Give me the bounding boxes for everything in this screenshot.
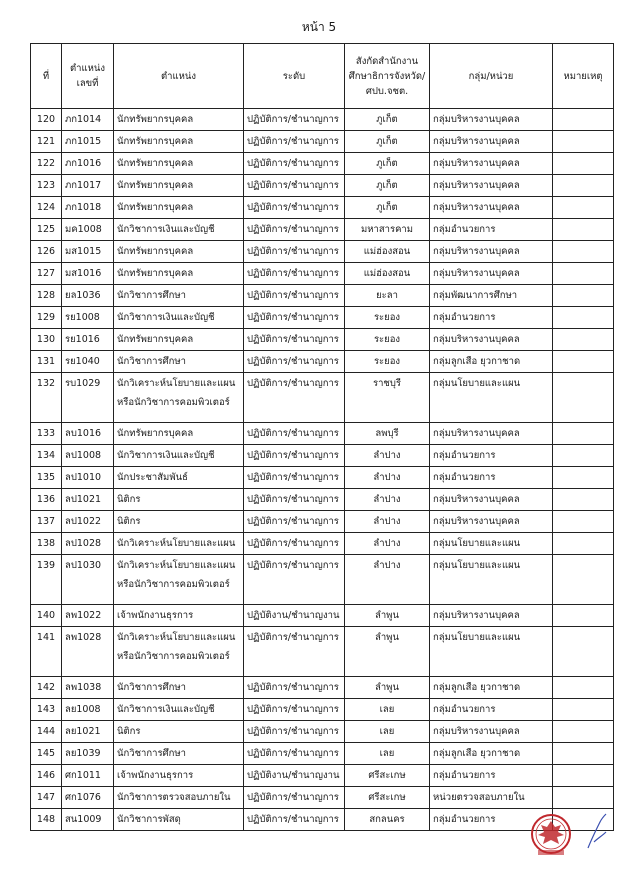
cell-note bbox=[553, 555, 614, 605]
cell-no: 126 bbox=[31, 241, 62, 263]
cell-no: 144 bbox=[31, 721, 62, 743]
cell-level: ปฏิบัติการ/ชำนาญการ bbox=[244, 489, 345, 511]
cell-note bbox=[553, 197, 614, 219]
cell-title bbox=[114, 445, 244, 467]
cell-office: มหาสารคาม bbox=[345, 219, 430, 241]
table-row bbox=[31, 445, 614, 467]
cell-note bbox=[553, 467, 614, 489]
cell-title bbox=[114, 131, 244, 153]
cell-no: 131 bbox=[31, 351, 62, 373]
cell-code: ลพ1038 bbox=[62, 677, 114, 699]
cell-level: ปฏิบัติการ/ชำนาญการ bbox=[244, 219, 345, 241]
cell-no: 127 bbox=[31, 263, 62, 285]
cell-no: 141 bbox=[31, 627, 62, 677]
cell-level: ปฏิบัติการ/ชำนาญการ bbox=[244, 373, 345, 423]
cell-office: ศรีสะเกษ bbox=[345, 765, 430, 787]
table-row bbox=[31, 285, 614, 307]
cell-no: 135 bbox=[31, 467, 62, 489]
cell-level: ปฏิบัติการ/ชำนาญการ bbox=[244, 743, 345, 765]
cell-title bbox=[114, 373, 244, 423]
cell-code: ลบ1016 bbox=[62, 423, 114, 445]
cell-office: ลำปาง bbox=[345, 445, 430, 467]
cell-group: กลุ่มบริหารงานบุคคล bbox=[430, 329, 553, 351]
table-row bbox=[31, 721, 614, 743]
cell-note bbox=[553, 131, 614, 153]
cell-no: 121 bbox=[31, 131, 62, 153]
cell-title bbox=[114, 787, 244, 809]
cell-code: ลป1021 bbox=[62, 489, 114, 511]
cell-code: ลป1022 bbox=[62, 511, 114, 533]
cell-note bbox=[553, 445, 614, 467]
cell-level: ปฏิบัติการ/ชำนาญการ bbox=[244, 329, 345, 351]
cell-no: 139 bbox=[31, 555, 62, 605]
cell-code: มค1008 bbox=[62, 219, 114, 241]
cell-title bbox=[114, 511, 244, 533]
cell-code: ลพ1022 bbox=[62, 605, 114, 627]
cell-note bbox=[553, 721, 614, 743]
cell-group: กลุ่มนโยบายและแผน bbox=[430, 555, 553, 605]
table-row bbox=[31, 307, 614, 329]
cell-title-line1: นิติกร bbox=[117, 516, 141, 527]
cell-office: ลำปาง bbox=[345, 511, 430, 533]
cell-title-line1: นักทรัพยากรบุคคล bbox=[117, 268, 194, 279]
cell-code: รย1040 bbox=[62, 351, 114, 373]
table-row bbox=[31, 467, 614, 489]
header-note: หมายเหตุ bbox=[553, 44, 614, 109]
cell-group: กลุ่มบริหารงานบุคคล bbox=[430, 197, 553, 219]
cell-group: กลุ่มบริหารงานบุคคล bbox=[430, 153, 553, 175]
table-row bbox=[31, 219, 614, 241]
cell-note bbox=[553, 175, 614, 197]
cell-level: ปฏิบัติการ/ชำนาญการ bbox=[244, 307, 345, 329]
position-table bbox=[30, 43, 614, 831]
cell-level: ปฏิบัติการ/ชำนาญการ bbox=[244, 109, 345, 131]
cell-note bbox=[553, 373, 614, 423]
cell-office: เลย bbox=[345, 721, 430, 743]
table-row bbox=[31, 197, 614, 219]
cell-level: ปฏิบัติการ/ชำนาญการ bbox=[244, 351, 345, 373]
cell-office: ลำพูน bbox=[345, 605, 430, 627]
cell-level: ปฏิบัติการ/ชำนาญการ bbox=[244, 721, 345, 743]
cell-title bbox=[114, 699, 244, 721]
cell-note bbox=[553, 533, 614, 555]
table-row bbox=[31, 809, 614, 831]
cell-title bbox=[114, 285, 244, 307]
table-row bbox=[31, 699, 614, 721]
cell-note bbox=[553, 351, 614, 373]
cell-title bbox=[114, 351, 244, 373]
table-row bbox=[31, 765, 614, 787]
cell-office: ภูเก็ต bbox=[345, 131, 430, 153]
cell-level: ปฏิบัติการ/ชำนาญการ bbox=[244, 197, 345, 219]
cell-office: สกลนคร bbox=[345, 809, 430, 831]
cell-no: 137 bbox=[31, 511, 62, 533]
cell-group: กลุ่มอำนวยการ bbox=[430, 219, 553, 241]
cell-code: ลป1030 bbox=[62, 555, 114, 605]
cell-group: กลุ่มบริหารงานบุคคล bbox=[430, 489, 553, 511]
table-header-row bbox=[31, 44, 614, 109]
cell-title-line1: นักวิชาการศึกษา bbox=[117, 356, 186, 367]
cell-title-line1: เจ้าพนักงานธุรการ bbox=[117, 770, 194, 781]
cell-code: ลย1008 bbox=[62, 699, 114, 721]
cell-note bbox=[553, 329, 614, 351]
cell-title-line1: นักวิเคราะห์นโยบายและแผน bbox=[117, 560, 236, 571]
cell-group: กลุ่มบริหารงานบุคคล bbox=[430, 109, 553, 131]
cell-title bbox=[114, 555, 244, 605]
cell-note bbox=[553, 109, 614, 131]
table-row bbox=[31, 153, 614, 175]
cell-title-line1: นักวิชาการเงินและบัญชี bbox=[117, 704, 215, 715]
cell-code: ศก1076 bbox=[62, 787, 114, 809]
header-no: ที่ bbox=[31, 44, 62, 109]
cell-code: มส1015 bbox=[62, 241, 114, 263]
cell-note bbox=[553, 241, 614, 263]
cell-title bbox=[114, 467, 244, 489]
cell-group: กลุ่มพัฒนาการศึกษา bbox=[430, 285, 553, 307]
cell-title-line1: เจ้าพนักงานธุรการ bbox=[117, 610, 194, 621]
cell-title bbox=[114, 219, 244, 241]
cell-code: ลย1039 bbox=[62, 743, 114, 765]
cell-level: ปฏิบัติการ/ชำนาญการ bbox=[244, 511, 345, 533]
cell-group: กลุ่มอำนวยการ bbox=[430, 467, 553, 489]
cell-office: ภูเก็ต bbox=[345, 153, 430, 175]
cell-title bbox=[114, 329, 244, 351]
cell-note bbox=[553, 263, 614, 285]
cell-office: ภูเก็ต bbox=[345, 197, 430, 219]
table-row bbox=[31, 677, 614, 699]
cell-title bbox=[114, 605, 244, 627]
cell-level: ปฏิบัติการ/ชำนาญการ bbox=[244, 423, 345, 445]
cell-code: สน1009 bbox=[62, 809, 114, 831]
cell-group: กลุ่มอำนวยการ bbox=[430, 307, 553, 329]
cell-code: ศก1011 bbox=[62, 765, 114, 787]
cell-title bbox=[114, 627, 244, 677]
cell-title-line1: นักทรัพยากรบุคคล bbox=[117, 158, 194, 169]
cell-code: รย1008 bbox=[62, 307, 114, 329]
cell-level: ปฏิบัติการ/ชำนาญการ bbox=[244, 131, 345, 153]
cell-note bbox=[553, 605, 614, 627]
cell-no: 148 bbox=[31, 809, 62, 831]
table-row bbox=[31, 605, 614, 627]
signature-mark bbox=[584, 808, 610, 854]
header-level: ระดับ bbox=[244, 44, 345, 109]
cell-code: ลพ1028 bbox=[62, 627, 114, 677]
header-title: ตำแหน่ง bbox=[114, 44, 244, 109]
cell-code: ภก1017 bbox=[62, 175, 114, 197]
cell-title-line1: นักทรัพยากรบุคคล bbox=[117, 136, 194, 147]
cell-office: ภูเก็ต bbox=[345, 109, 430, 131]
cell-code: รย1016 bbox=[62, 329, 114, 351]
cell-note bbox=[553, 307, 614, 329]
cell-office: ลำพูน bbox=[345, 627, 430, 677]
cell-no: 140 bbox=[31, 605, 62, 627]
cell-title-line1: นักวิเคราะห์นโยบายและแผน bbox=[117, 378, 236, 389]
table-row bbox=[31, 241, 614, 263]
cell-title-line1: นักวิชาการเงินและบัญชี bbox=[117, 312, 215, 323]
cell-code: ยล1036 bbox=[62, 285, 114, 307]
cell-note bbox=[553, 627, 614, 677]
cell-title-line2: หรือนักวิชาการคอมพิวเตอร์ bbox=[117, 397, 230, 408]
cell-code: มส1016 bbox=[62, 263, 114, 285]
cell-title-line2: หรือนักวิชาการคอมพิวเตอร์ bbox=[117, 651, 230, 662]
table-row bbox=[31, 329, 614, 351]
table-row bbox=[31, 131, 614, 153]
cell-no: 146 bbox=[31, 765, 62, 787]
cell-level: ปฏิบัติการ/ชำนาญการ bbox=[244, 153, 345, 175]
cell-no: 143 bbox=[31, 699, 62, 721]
cell-level: ปฏิบัติงาน/ชำนาญงาน bbox=[244, 765, 345, 787]
cell-level: ปฏิบัติการ/ชำนาญการ bbox=[244, 627, 345, 677]
cell-code: ลย1021 bbox=[62, 721, 114, 743]
cell-title-line1: นักวิชาการเงินและบัญชี bbox=[117, 224, 215, 235]
cell-group: กลุ่มลูกเสือ ยุวกาชาด bbox=[430, 743, 553, 765]
cell-code: ลป1010 bbox=[62, 467, 114, 489]
cell-no: 133 bbox=[31, 423, 62, 445]
cell-code: ภก1016 bbox=[62, 153, 114, 175]
cell-level: ปฏิบัติการ/ชำนาญการ bbox=[244, 677, 345, 699]
cell-level: ปฏิบัติงาน/ชำนาญงาน bbox=[244, 605, 345, 627]
cell-title-line1: นักวิชาการตรวจสอบภายใน bbox=[117, 792, 231, 803]
cell-group: กลุ่มบริหารงานบุคคล bbox=[430, 423, 553, 445]
table-row bbox=[31, 627, 614, 677]
cell-office: เลย bbox=[345, 699, 430, 721]
table-row bbox=[31, 263, 614, 285]
cell-code: รบ1029 bbox=[62, 373, 114, 423]
cell-title bbox=[114, 743, 244, 765]
cell-title-line1: นักวิเคราะห์นโยบายและแผน bbox=[117, 632, 236, 643]
cell-title bbox=[114, 175, 244, 197]
cell-code: ลป1008 bbox=[62, 445, 114, 467]
header-code: ตำแหน่งเลขที่ bbox=[62, 44, 114, 109]
cell-title bbox=[114, 677, 244, 699]
cell-title-line1: นักวิชาการศึกษา bbox=[117, 748, 186, 759]
cell-office: ลำพูน bbox=[345, 677, 430, 699]
cell-office: ลพบุรี bbox=[345, 423, 430, 445]
cell-code: ภก1015 bbox=[62, 131, 114, 153]
cell-group: กลุ่มบริหารงานบุคคล bbox=[430, 511, 553, 533]
cell-no: 142 bbox=[31, 677, 62, 699]
cell-office: ราชบุรี bbox=[345, 373, 430, 423]
cell-group: กลุ่มบริหารงานบุคคล bbox=[430, 263, 553, 285]
table-row bbox=[31, 511, 614, 533]
cell-note bbox=[553, 285, 614, 307]
cell-office: ภูเก็ต bbox=[345, 175, 430, 197]
cell-no: 123 bbox=[31, 175, 62, 197]
cell-group: หน่วยตรวจสอบภายใน bbox=[430, 787, 553, 809]
cell-title-line1: นักทรัพยากรบุคคล bbox=[117, 428, 194, 439]
cell-note bbox=[553, 787, 614, 809]
cell-no: 125 bbox=[31, 219, 62, 241]
cell-title bbox=[114, 489, 244, 511]
cell-no: 138 bbox=[31, 533, 62, 555]
table-row bbox=[31, 109, 614, 131]
table-row bbox=[31, 423, 614, 445]
cell-title bbox=[114, 307, 244, 329]
cell-level: ปฏิบัติการ/ชำนาญการ bbox=[244, 241, 345, 263]
garuda-seal-icon bbox=[528, 812, 574, 858]
cell-group: กลุ่มอำนวยการ bbox=[430, 445, 553, 467]
table-row bbox=[31, 351, 614, 373]
cell-title-line1: นิติกร bbox=[117, 726, 141, 737]
cell-note bbox=[553, 423, 614, 445]
table-row bbox=[31, 555, 614, 605]
cell-group: กลุ่มลูกเสือ ยุวกาชาด bbox=[430, 677, 553, 699]
cell-level: ปฏิบัติการ/ชำนาญการ bbox=[244, 175, 345, 197]
cell-level: ปฏิบัติการ/ชำนาญการ bbox=[244, 787, 345, 809]
cell-group: กลุ่มบริหารงานบุคคล bbox=[430, 175, 553, 197]
cell-office: ระยอง bbox=[345, 329, 430, 351]
cell-note bbox=[553, 699, 614, 721]
cell-office: ศรีสะเกษ bbox=[345, 787, 430, 809]
cell-title-line1: นักวิชาการศึกษา bbox=[117, 290, 186, 301]
cell-note bbox=[553, 743, 614, 765]
cell-no: 124 bbox=[31, 197, 62, 219]
cell-group: กลุ่มอำนวยการ bbox=[430, 765, 553, 787]
cell-note bbox=[553, 153, 614, 175]
cell-level: ปฏิบัติการ/ชำนาญการ bbox=[244, 285, 345, 307]
cell-no: 132 bbox=[31, 373, 62, 423]
cell-office: ลำปาง bbox=[345, 489, 430, 511]
cell-note bbox=[553, 511, 614, 533]
cell-title bbox=[114, 533, 244, 555]
cell-note bbox=[553, 677, 614, 699]
cell-group: กลุ่มอำนวยการ bbox=[430, 809, 553, 831]
cell-office: แม่ฮ่องสอน bbox=[345, 241, 430, 263]
cell-office: ลำปาง bbox=[345, 555, 430, 605]
cell-level: ปฏิบัติการ/ชำนาญการ bbox=[244, 263, 345, 285]
cell-no: 147 bbox=[31, 787, 62, 809]
cell-level: ปฏิบัติการ/ชำนาญการ bbox=[244, 555, 345, 605]
cell-title bbox=[114, 765, 244, 787]
table-row bbox=[31, 175, 614, 197]
cell-title bbox=[114, 197, 244, 219]
cell-group: กลุ่มบริหารงานบุคคล bbox=[430, 131, 553, 153]
cell-no: 134 bbox=[31, 445, 62, 467]
cell-office: ลำปาง bbox=[345, 533, 430, 555]
cell-group: กลุ่มบริหารงานบุคคล bbox=[430, 721, 553, 743]
cell-level: ปฏิบัติการ/ชำนาญการ bbox=[244, 533, 345, 555]
cell-title-line1: นักทรัพยากรบุคคล bbox=[117, 180, 194, 191]
cell-title-line1: นิติกร bbox=[117, 494, 141, 505]
cell-office: ยะลา bbox=[345, 285, 430, 307]
cell-title bbox=[114, 109, 244, 131]
cell-no: 122 bbox=[31, 153, 62, 175]
cell-code: ภก1018 bbox=[62, 197, 114, 219]
table-row bbox=[31, 489, 614, 511]
cell-title-line1: นักวิเคราะห์นโยบายและแผน bbox=[117, 538, 236, 549]
cell-title bbox=[114, 241, 244, 263]
cell-title-line1: นักประชาสัมพันธ์ bbox=[117, 472, 188, 483]
cell-code: ภก1014 bbox=[62, 109, 114, 131]
cell-group: กลุ่มบริหารงานบุคคล bbox=[430, 241, 553, 263]
cell-note bbox=[553, 219, 614, 241]
cell-no: 136 bbox=[31, 489, 62, 511]
cell-title bbox=[114, 263, 244, 285]
cell-level: ปฏิบัติการ/ชำนาญการ bbox=[244, 445, 345, 467]
cell-note bbox=[553, 489, 614, 511]
cell-title-line2: หรือนักวิชาการคอมพิวเตอร์ bbox=[117, 579, 230, 590]
cell-level: ปฏิบัติการ/ชำนาญการ bbox=[244, 467, 345, 489]
cell-title-line1: นักวิชาการเงินและบัญชี bbox=[117, 450, 215, 461]
cell-group: กลุ่มนโยบายและแผน bbox=[430, 627, 553, 677]
cell-title-line1: นักทรัพยากรบุคคล bbox=[117, 114, 194, 125]
cell-title-line1: นักทรัพยากรบุคคล bbox=[117, 202, 194, 213]
cell-title-line1: นักวิชาการพัสดุ bbox=[117, 814, 181, 825]
cell-no: 120 bbox=[31, 109, 62, 131]
cell-title-line1: นักทรัพยากรบุคคล bbox=[117, 334, 194, 345]
page-title: หน้า 5 bbox=[301, 20, 337, 34]
cell-group: กลุ่มบริหารงานบุคคล bbox=[430, 605, 553, 627]
cell-level: ปฏิบัติการ/ชำนาญการ bbox=[244, 809, 345, 831]
table-row bbox=[31, 373, 614, 423]
table-row bbox=[31, 533, 614, 555]
cell-no: 130 bbox=[31, 329, 62, 351]
cell-group: กลุ่มลูกเสือ ยุวกาชาด bbox=[430, 351, 553, 373]
cell-code: ลป1028 bbox=[62, 533, 114, 555]
cell-title bbox=[114, 153, 244, 175]
cell-level: ปฏิบัติการ/ชำนาญการ bbox=[244, 699, 345, 721]
cell-office: ลำปาง bbox=[345, 467, 430, 489]
header-office: สังกัดสำนักงานศึกษาธิการจังหวัด/ศปบ.จชต. bbox=[345, 44, 430, 109]
cell-title bbox=[114, 721, 244, 743]
cell-group: กลุ่มนโยบายและแผน bbox=[430, 533, 553, 555]
cell-no: 129 bbox=[31, 307, 62, 329]
cell-office: แม่ฮ่องสอน bbox=[345, 263, 430, 285]
cell-title bbox=[114, 423, 244, 445]
cell-note bbox=[553, 765, 614, 787]
cell-group: กลุ่มนโยบายและแผน bbox=[430, 373, 553, 423]
cell-office: ระยอง bbox=[345, 351, 430, 373]
cell-title-line1: นักวิชาการศึกษา bbox=[117, 682, 186, 693]
cell-title-line1: นักทรัพยากรบุคคล bbox=[117, 246, 194, 257]
cell-no: 128 bbox=[31, 285, 62, 307]
table-row bbox=[31, 743, 614, 765]
cell-group: กลุ่มอำนวยการ bbox=[430, 699, 553, 721]
cell-no: 145 bbox=[31, 743, 62, 765]
table-row bbox=[31, 787, 614, 809]
cell-title bbox=[114, 809, 244, 831]
header-group: กลุ่ม/หน่วย bbox=[430, 44, 553, 109]
cell-office: ระยอง bbox=[345, 307, 430, 329]
cell-office: เลย bbox=[345, 743, 430, 765]
